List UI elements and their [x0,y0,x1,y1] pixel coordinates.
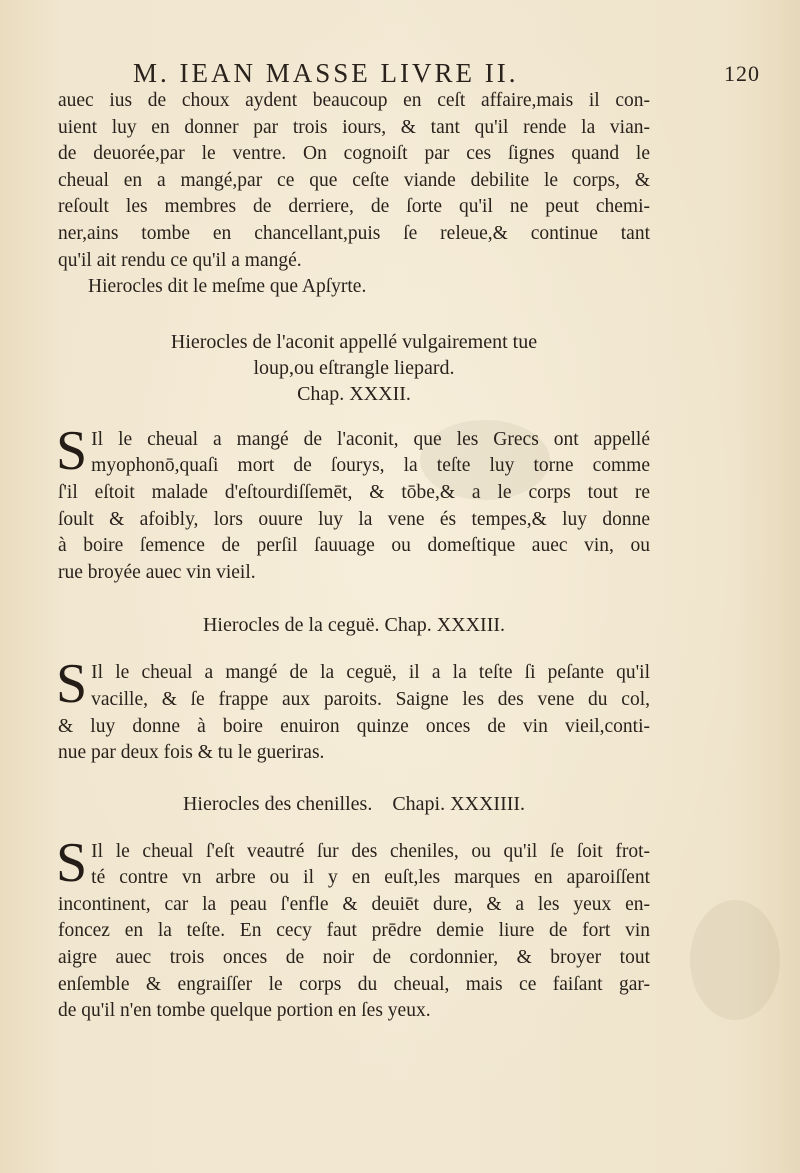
text-line: auec ius de choux aydent beaucoup en ceſt affaire,mais il con- [58,90,650,111]
drop-capital: S [56,831,88,894]
text-line: & luy donne à boire enuiron quinze onces de vin vieil,conti- [58,715,650,737]
text-line: ſ'il eſtoit malade d'eſtourdiſſemēt, & tōbe,& a le corps tout re [58,481,650,503]
text-line: qu'il ait rendu ce qu'il a mangé. [58,249,302,271]
text-line: incontinent, car la peau ſ'enfle & deuiēt dure, & a les yeux en- [58,893,650,915]
text-line: cheual en a mangé,par ce que ceſte viande debilite le corps, & [58,169,650,191]
text-line: de qu'il n'en tombe quelque portion en ſes yeux. [58,1000,431,1022]
text-line: Il le cheual a mangé de la ceguë, il a la teſte ſi peſante qu'il [91,662,650,684]
text-line: vacille, & ſe frappe aux paroits. Saigne les des vene du col, [91,688,650,710]
drop-capital: S [56,653,88,716]
text-line: rue broyée auec vin vieil. [58,561,256,583]
heading-line: Chap. XXXII. [297,382,411,405]
chapter-32-paragraph [56,419,650,587]
heading-line: loup,ou eſtrangle liepard. [253,356,455,379]
text-line: nue par deux fois & tu le gueriras. [58,742,325,764]
continuation-paragraph [58,88,650,274]
text-block [58,88,650,1025]
closing-paragraph [58,274,650,301]
text-line: foncez en la teſte. En cecy faut prēdre demie liure de fort vin [58,920,650,942]
text-line: uient luy en donner par trois iours, & tant qu'il rende la vian- [58,116,650,138]
text-line: reſoult les membres de derriere, de ſorte qu'il ne peut chemi- [58,196,650,218]
paper-stain [690,900,780,1020]
text-line: myophonō,quaſi mort de ſourys, la teſte luy torne comme [91,455,650,477]
text-line: Hierocles dit le meſme que Apſyrte. [88,276,367,298]
chapter-heading-34 [58,791,650,817]
page-number: 120 [724,61,760,86]
heading-line: Hierocles des chenilles. Chapi. XXXIIII. [182,792,526,815]
text-line: ner,ains tombe en chancellant,puis ſe releue,& continue tant [58,222,650,244]
heading-line: Hierocles de l'aconit appellé vulgairement tue [170,330,538,353]
text-line: té contre vn arbre ou il y en euſt,les marques en aparoiſſent [91,867,650,889]
chapter-heading-32 [58,329,650,407]
text-line: ſoult & afoibly, lors ouure luy la vene és tempes,& luy donne [58,508,650,530]
page-header [60,56,760,92]
drop-capital: S [56,419,88,482]
text-line: Il le cheual a mangé de l'aconit, que les Grecs ont appellé [91,428,650,450]
chapter-33-paragraph [56,653,650,766]
heading-line: Hierocles de la ceguë. Chap. XXXIII. [202,614,506,637]
text-line: enſemble & engraiſſer le corps du cheual, mais ce faiſant gar- [58,973,650,995]
chapter-34-paragraph [56,831,650,1025]
running-title: M. IEAN MASSE LIVRE II. [133,58,519,88]
text-line: Il le cheual ſ'eſt veautré ſur des cheniles, ou qu'il ſe ſoit frot- [91,840,650,862]
text-line: de deuorée,par le ventre. On cognoiſt par ces ſignes quand le [58,143,650,165]
text-line: à boire ſemence de perſil ſauuage ou domeſtique auec vin, ou [58,535,650,557]
chapter-heading-33 [58,612,650,638]
text-line: aigre auec trois onces de noir de cordonnier, & broyer tout [58,947,650,969]
